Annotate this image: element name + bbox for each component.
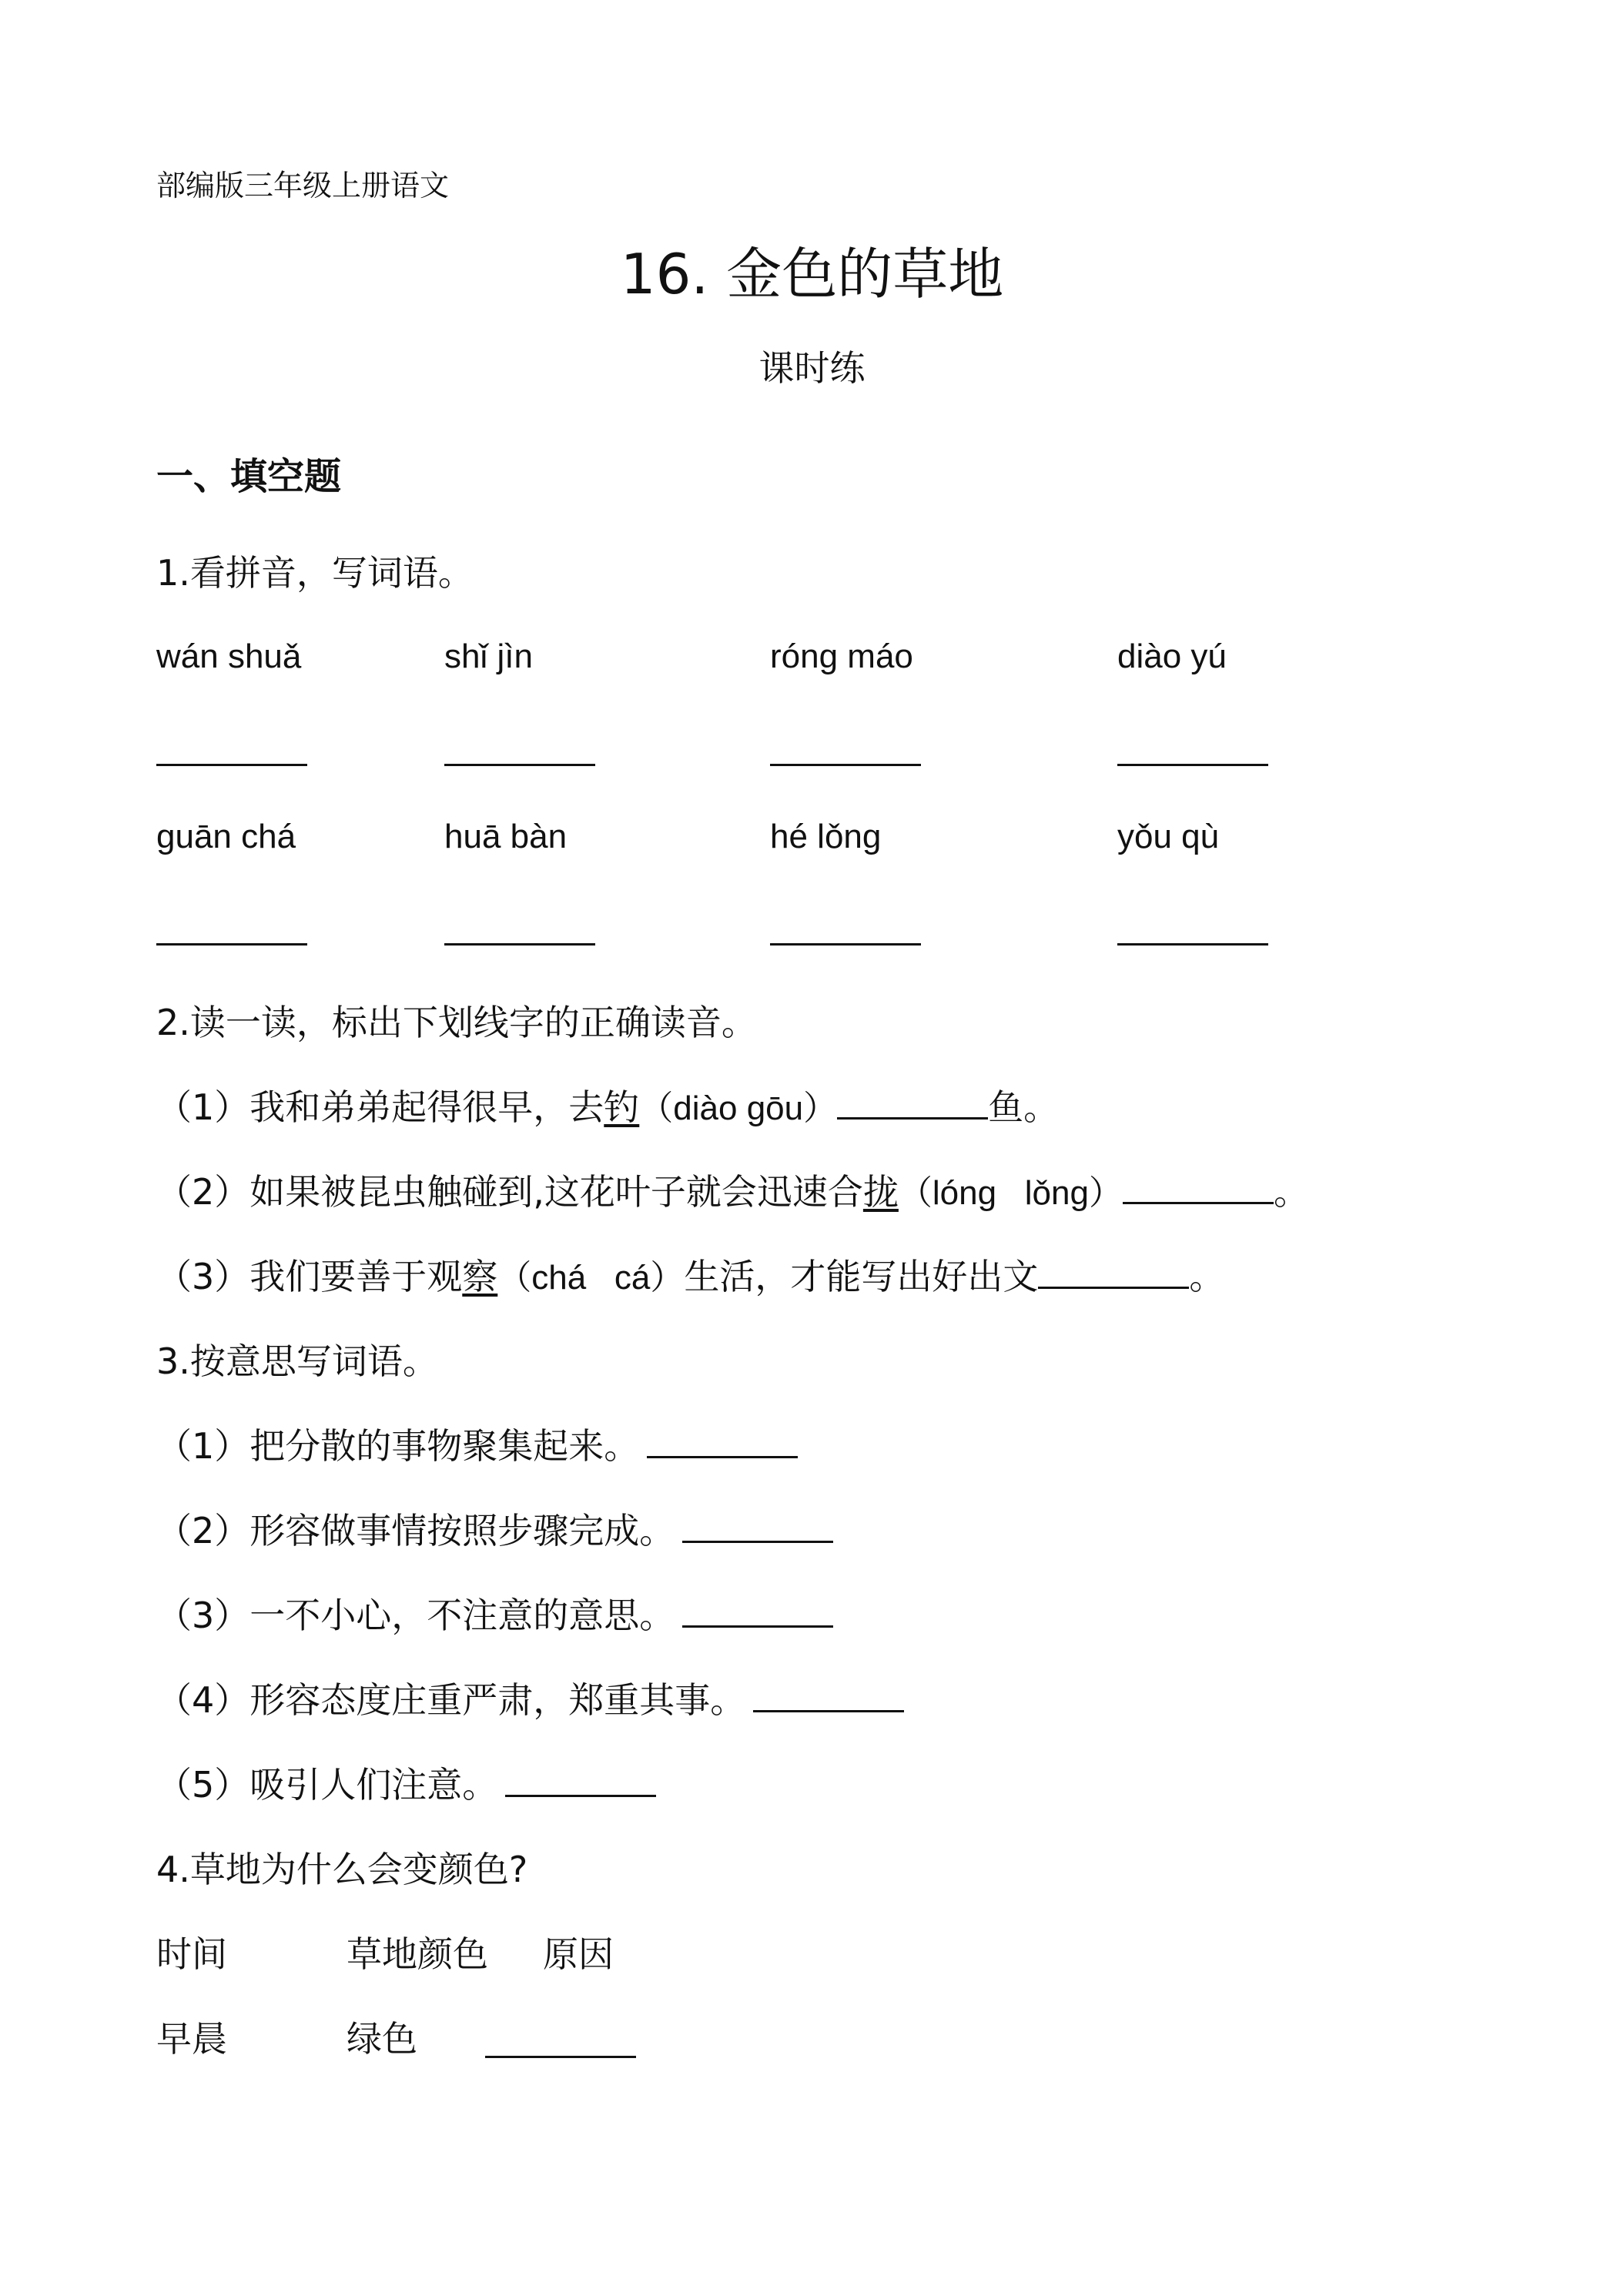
sentence-text: 。 bbox=[1189, 1256, 1225, 1297]
answer-blank[interactable] bbox=[156, 764, 307, 766]
table-header-color: 草地颜色 bbox=[347, 1933, 488, 1975]
definition-text: （4）形容态度庄重严肃，郑重其事。 bbox=[156, 1679, 746, 1721]
sentence-text: （2）如果被昆虫触碰到,这花叶子就会迅速合 bbox=[156, 1171, 863, 1213]
pinyin-item: hé lǒng bbox=[770, 818, 882, 855]
underlined-char: 察 bbox=[462, 1256, 498, 1297]
question-2-prompt: 2.读一读，标出下划线字的正确读音。 bbox=[156, 1002, 757, 1043]
sentence-text: 。 bbox=[1273, 1171, 1309, 1213]
definition-text: （5）吸引人们注意。 bbox=[156, 1764, 498, 1806]
sentence-3 bbox=[156, 1249, 1224, 1300]
answer-blank[interactable] bbox=[444, 764, 595, 766]
page-title: 16. 金色的草地 bbox=[620, 242, 1004, 306]
question-4-prompt: 4.草地为什么会变颜色? bbox=[156, 1849, 528, 1890]
answer-blank[interactable] bbox=[837, 1088, 988, 1120]
pinyin-item: huā bàn bbox=[444, 818, 568, 855]
section-heading: 一、填空题 bbox=[156, 455, 342, 498]
answer-blank[interactable] bbox=[485, 2056, 636, 2058]
answer-blank[interactable] bbox=[770, 943, 921, 946]
answer-blank[interactable] bbox=[156, 943, 307, 946]
pinyin-options: （chá cá） bbox=[497, 1259, 685, 1297]
definition-item bbox=[156, 1588, 833, 1638]
sentence-text: 生活，才能写出好出文 bbox=[684, 1256, 1039, 1297]
definition-text: （1）把分散的事物聚集起来。 bbox=[156, 1425, 640, 1467]
pinyin-item: róng máo bbox=[770, 638, 913, 675]
pinyin-item: wán shuǎ bbox=[156, 638, 302, 675]
answer-blank[interactable] bbox=[1117, 943, 1268, 946]
pinyin-item: yǒu qù bbox=[1117, 818, 1220, 855]
definition-item bbox=[156, 1503, 833, 1554]
answer-blank[interactable] bbox=[1117, 764, 1268, 766]
sentence-1 bbox=[156, 1079, 1059, 1130]
underlined-char: 拢 bbox=[862, 1171, 899, 1213]
answer-blank[interactable] bbox=[770, 764, 921, 766]
pinyin-item: guān chá bbox=[156, 818, 296, 855]
definition-text: （3）一不小心，不注意的意思。 bbox=[156, 1595, 675, 1636]
page-subtitle: 课时练 bbox=[758, 347, 866, 389]
answer-blank[interactable] bbox=[505, 1766, 656, 1797]
answer-blank[interactable] bbox=[753, 1681, 904, 1712]
definition-text: （2）形容做事情按照步骤完成。 bbox=[156, 1510, 675, 1551]
pinyin-options: （diào gōu） bbox=[639, 1089, 838, 1127]
definition-item bbox=[156, 1418, 798, 1469]
table-cell-time: 早晨 bbox=[156, 2018, 227, 2060]
sentence-text: 鱼。 bbox=[988, 1086, 1060, 1128]
table-cell-color: 绿色 bbox=[347, 2018, 417, 2060]
definition-item bbox=[156, 1757, 656, 1808]
question-3-prompt: 3.按意思写词语。 bbox=[156, 1340, 438, 1382]
table-header-time: 时间 bbox=[156, 1933, 227, 1975]
answer-blank[interactable] bbox=[1038, 1257, 1189, 1289]
pinyin-item: diào yú bbox=[1117, 638, 1227, 675]
pinyin-item: shǐ jìn bbox=[444, 638, 533, 675]
answer-blank[interactable] bbox=[444, 943, 595, 946]
table-header-reason: 原因 bbox=[543, 1933, 614, 1975]
sentence-text: （3）我们要善于观 bbox=[156, 1256, 463, 1297]
document-header: 部编版三年级上册语文 bbox=[156, 169, 450, 202]
definition-item bbox=[156, 1672, 904, 1723]
answer-blank[interactable] bbox=[682, 1596, 833, 1628]
answer-blank[interactable] bbox=[647, 1427, 798, 1458]
sentence-text: （1）我和弟弟起得很早，去 bbox=[156, 1086, 604, 1128]
answer-blank[interactable] bbox=[682, 1511, 833, 1543]
question-1-prompt: 1.看拼音，写词语。 bbox=[156, 552, 474, 594]
answer-blank[interactable] bbox=[1123, 1173, 1274, 1204]
underlined-char: 钓 bbox=[604, 1086, 640, 1128]
pinyin-options: （lóng lǒng） bbox=[898, 1174, 1123, 1212]
sentence-2 bbox=[156, 1164, 1309, 1215]
